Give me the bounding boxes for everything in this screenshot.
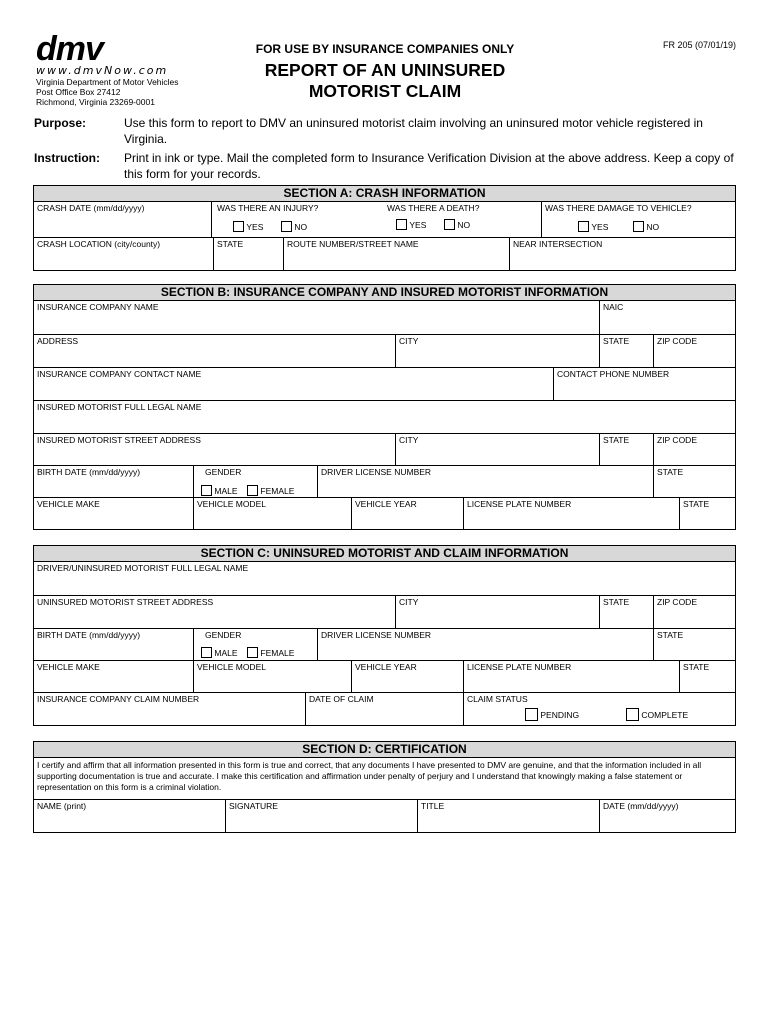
intersection-label: NEAR INTERSECTION bbox=[513, 239, 603, 249]
uninsured-gender-label: GENDER bbox=[205, 630, 242, 640]
uninsured-plate-state-field[interactable] bbox=[680, 661, 736, 693]
claim-complete-checkbox[interactable] bbox=[626, 708, 639, 721]
insured-license-label: DRIVER LICENSE NUMBER bbox=[321, 467, 432, 477]
insured-female-label: FEMALE bbox=[260, 485, 295, 496]
purpose-label: Purpose: bbox=[34, 116, 87, 130]
uninsured-city-field[interactable] bbox=[396, 596, 600, 629]
uninsured-vehicle-year-field[interactable] bbox=[352, 661, 464, 693]
naic-field[interactable] bbox=[600, 301, 736, 335]
insured-address-label: INSURED MOTORIST STREET ADDRESS bbox=[37, 435, 201, 445]
section-b-title: SECTION B: INSURANCE COMPANY AND INSURED MOTORIST INFORMATION bbox=[34, 285, 735, 301]
insured-plate-label: LICENSE PLATE NUMBER bbox=[467, 499, 572, 509]
section-a bbox=[33, 185, 736, 271]
address-label: ADDRESS bbox=[37, 336, 79, 346]
crash-date-label: CRASH DATE (mm/dd/yyyy) bbox=[37, 203, 145, 213]
form-title-line2: MOTORIST CLAIM bbox=[308, 81, 462, 101]
damage-yes-label: YES bbox=[591, 221, 609, 232]
form-title-line1: REPORT OF AN UNINSURED bbox=[264, 60, 506, 80]
uninsured-address-field[interactable] bbox=[34, 596, 396, 629]
uninsured-female-label: FEMALE bbox=[260, 647, 295, 658]
insured-male-option[interactable] bbox=[201, 484, 238, 497]
contact-name-label: INSURANCE COMPANY CONTACT NAME bbox=[37, 369, 202, 379]
uninsured-license-state-label: STATE bbox=[657, 630, 684, 640]
uninsured-license-state-field[interactable] bbox=[654, 629, 736, 661]
injury-label: WAS THERE AN INJURY? bbox=[217, 203, 319, 213]
header-use-notice: FOR USE BY INSURANCE COMPANIES ONLY bbox=[255, 42, 515, 56]
dmv-org-name: Virginia Department of Motor Vehicles bbox=[36, 77, 179, 87]
section-d-title: SECTION D: CERTIFICATION bbox=[34, 742, 735, 758]
cert-name-field[interactable] bbox=[34, 800, 226, 832]
form-title bbox=[230, 60, 540, 102]
claim-complete-label: COMPLETE bbox=[641, 709, 689, 720]
death-no-option[interactable] bbox=[444, 218, 470, 231]
insured-state-field[interactable] bbox=[600, 434, 654, 466]
insured-license-state-field[interactable] bbox=[654, 466, 736, 498]
purpose-text: Use this form to report to DMV an uninsured motorist claim involving an uninsured motor vehicle registered in Virginia. bbox=[124, 116, 703, 146]
certification-statement: I certify and affirm that all information presented in this form is true and correct, that any documents I have presented to DMV are genuine, and that the information included in all supporting documentation is true and accurate. I make this certification and affirmation under penalty of perjury and I understand that knowingly making a false statement or representation on this form is a criminal violation. bbox=[34, 758, 736, 800]
death-yes-checkbox[interactable] bbox=[396, 219, 407, 230]
insured-address-field[interactable] bbox=[34, 434, 396, 466]
crash-state-field[interactable] bbox=[214, 238, 284, 270]
uninsured-zip-field[interactable] bbox=[654, 596, 736, 629]
insured-vehicle-model-label: VEHICLE MODEL bbox=[197, 499, 266, 509]
claim-complete-option[interactable] bbox=[626, 708, 688, 721]
insured-birth-date-field[interactable] bbox=[34, 466, 194, 498]
claim-pending-checkbox[interactable] bbox=[525, 708, 538, 721]
section-d bbox=[33, 741, 736, 833]
insured-male-checkbox[interactable] bbox=[201, 485, 212, 496]
uninsured-male-option[interactable] bbox=[201, 646, 238, 659]
driver-name-label: DRIVER/UNINSURED MOTORIST FULL LEGAL NAME bbox=[37, 563, 249, 573]
insured-birth-date-label: BIRTH DATE (mm/dd/yyyy) bbox=[37, 467, 141, 477]
death-no-checkbox[interactable] bbox=[444, 219, 455, 230]
company-name-field[interactable] bbox=[34, 301, 600, 335]
instruction-label: Instruction: bbox=[34, 151, 100, 165]
uninsured-plate-label: LICENSE PLATE NUMBER bbox=[467, 662, 572, 672]
insured-vehicle-model-field[interactable] bbox=[194, 498, 352, 529]
section-c-title: SECTION C: UNINSURED MOTORIST AND CLAIM INFORMATION bbox=[34, 546, 735, 562]
insured-state-label: STATE bbox=[603, 435, 630, 445]
address-field[interactable] bbox=[34, 335, 396, 368]
section-c bbox=[33, 545, 736, 726]
claim-status-field bbox=[464, 693, 736, 725]
insured-license-state-label: STATE bbox=[657, 467, 684, 477]
insured-plate-field[interactable] bbox=[464, 498, 680, 529]
claim-date-label: DATE OF CLAIM bbox=[309, 694, 374, 704]
contact-phone-label: CONTACT PHONE NUMBER bbox=[557, 369, 670, 379]
injury-no-checkbox[interactable] bbox=[281, 221, 292, 232]
claim-number-field[interactable] bbox=[34, 693, 306, 725]
uninsured-plate-state-label: STATE bbox=[683, 662, 710, 672]
dmv-logo-mark: dmv bbox=[36, 30, 103, 68]
crash-state-label: STATE bbox=[217, 239, 244, 249]
section-b bbox=[33, 284, 736, 530]
uninsured-vehicle-year-label: VEHICLE YEAR bbox=[355, 662, 417, 672]
form-number: FR 205 (07/01/19) bbox=[662, 40, 736, 50]
insured-city-label: CITY bbox=[399, 435, 419, 445]
insured-license-field[interactable] bbox=[318, 466, 654, 498]
naic-label: NAIC bbox=[603, 302, 624, 312]
company-name-label: INSURANCE COMPANY NAME bbox=[37, 302, 159, 312]
instruction-text: Print in ink or type. Mail the completed form to Insurance Verification Division at the above address. Keep a copy of this form for your records. bbox=[124, 151, 734, 181]
insured-gender-label: GENDER bbox=[205, 467, 242, 477]
insured-vehicle-make-field[interactable] bbox=[34, 498, 194, 529]
zip-field[interactable] bbox=[654, 335, 736, 368]
zip-label: ZIP CODE bbox=[657, 336, 697, 346]
uninsured-state-label: STATE bbox=[603, 597, 630, 607]
uninsured-vehicle-make-label: VEHICLE MAKE bbox=[37, 662, 100, 672]
death-yes-label: YES bbox=[409, 219, 427, 230]
insured-name-label: INSURED MOTORIST FULL LEGAL NAME bbox=[37, 402, 202, 412]
city-field[interactable] bbox=[396, 335, 600, 368]
uninsured-birth-date-label: BIRTH DATE (mm/dd/yyyy) bbox=[37, 630, 141, 640]
dmv-po-box: Post Office Box 27412 bbox=[36, 87, 121, 97]
driver-name-field[interactable] bbox=[34, 562, 736, 596]
claim-date-field[interactable] bbox=[306, 693, 464, 725]
death-no-label: NO bbox=[457, 219, 471, 230]
claim-status-label: CLAIM STATUS bbox=[467, 694, 528, 704]
state-field[interactable] bbox=[600, 335, 654, 368]
insured-vehicle-year-field[interactable] bbox=[352, 498, 464, 529]
intersection-field[interactable] bbox=[510, 238, 736, 270]
damage-yes-option[interactable] bbox=[578, 220, 608, 233]
dmv-city: Richmond, Virginia 23269-0001 bbox=[36, 97, 155, 107]
death-label: WAS THERE A DEATH? bbox=[387, 203, 480, 213]
state-label: STATE bbox=[603, 336, 630, 346]
insured-male-label: MALE bbox=[214, 485, 238, 496]
insured-zip-label: ZIP CODE bbox=[657, 435, 697, 445]
section-a-title: SECTION A: CRASH INFORMATION bbox=[34, 186, 735, 202]
uninsured-birth-date-field[interactable] bbox=[34, 629, 194, 661]
death-yes-option[interactable] bbox=[396, 218, 426, 231]
crash-location-field[interactable] bbox=[34, 238, 214, 270]
uninsured-state-field[interactable] bbox=[600, 596, 654, 629]
damage-no-checkbox[interactable] bbox=[633, 221, 644, 232]
uninsured-city-label: CITY bbox=[399, 597, 419, 607]
damage-yes-checkbox[interactable] bbox=[578, 221, 589, 232]
dmv-url: www.dmvNow.com bbox=[36, 64, 169, 77]
insured-city-field[interactable] bbox=[396, 434, 600, 466]
cert-date-label: DATE (mm/dd/yyyy) bbox=[603, 801, 679, 811]
insured-vehicle-make-label: VEHICLE MAKE bbox=[37, 499, 100, 509]
insured-zip-field[interactable] bbox=[654, 434, 736, 466]
cert-signature-label: SIGNATURE bbox=[229, 801, 278, 811]
uninsured-vehicle-model-field[interactable] bbox=[194, 661, 352, 693]
dmv-logo bbox=[36, 30, 236, 107]
uninsured-male-checkbox[interactable] bbox=[201, 647, 212, 658]
contact-name-field[interactable] bbox=[34, 368, 554, 401]
injury-yes-option[interactable] bbox=[233, 220, 263, 233]
cert-title-field[interactable] bbox=[418, 800, 600, 832]
uninsured-plate-field[interactable] bbox=[464, 661, 680, 693]
injury-yes-label: YES bbox=[246, 221, 264, 232]
route-label: ROUTE NUMBER/STREET NAME bbox=[287, 239, 419, 249]
cert-name-label: NAME (print) bbox=[37, 801, 87, 811]
uninsured-vehicle-make-field[interactable] bbox=[34, 661, 194, 693]
claim-number-label: INSURANCE COMPANY CLAIM NUMBER bbox=[37, 694, 200, 704]
insured-name-field[interactable] bbox=[34, 401, 736, 434]
cert-title-label: TITLE bbox=[421, 801, 445, 811]
cert-date-field[interactable] bbox=[600, 800, 736, 832]
damage-label: WAS THERE DAMAGE TO VEHICLE? bbox=[545, 203, 692, 213]
claim-pending-option[interactable] bbox=[525, 708, 579, 721]
uninsured-zip-label: ZIP CODE bbox=[657, 597, 697, 607]
insured-plate-state-field[interactable] bbox=[680, 498, 736, 529]
injury-no-label: NO bbox=[294, 221, 308, 232]
city-label: CITY bbox=[399, 336, 419, 346]
crash-location-label: CRASH LOCATION (city/county) bbox=[37, 239, 161, 249]
insured-vehicle-year-label: VEHICLE YEAR bbox=[355, 499, 417, 509]
damage-no-option[interactable] bbox=[633, 220, 659, 233]
insured-plate-state-label: STATE bbox=[683, 499, 710, 509]
uninsured-license-field[interactable] bbox=[318, 629, 654, 661]
cert-signature-field[interactable] bbox=[226, 800, 418, 832]
insured-female-checkbox[interactable] bbox=[247, 485, 258, 496]
uninsured-address-label: UNINSURED MOTORIST STREET ADDRESS bbox=[37, 597, 214, 607]
injury-no-option[interactable] bbox=[281, 220, 307, 233]
uninsured-license-label: DRIVER LICENSE NUMBER bbox=[321, 630, 432, 640]
uninsured-female-option[interactable] bbox=[247, 646, 294, 659]
damage-no-label: NO bbox=[646, 221, 660, 232]
uninsured-female-checkbox[interactable] bbox=[247, 647, 258, 658]
uninsured-vehicle-model-label: VEHICLE MODEL bbox=[197, 662, 266, 672]
crash-date-field[interactable] bbox=[34, 202, 212, 238]
insured-female-option[interactable] bbox=[247, 484, 294, 497]
contact-phone-field[interactable] bbox=[554, 368, 736, 401]
route-field[interactable] bbox=[284, 238, 510, 270]
injury-yes-checkbox[interactable] bbox=[233, 221, 244, 232]
claim-pending-label: PENDING bbox=[540, 709, 580, 720]
uninsured-male-label: MALE bbox=[214, 647, 238, 658]
